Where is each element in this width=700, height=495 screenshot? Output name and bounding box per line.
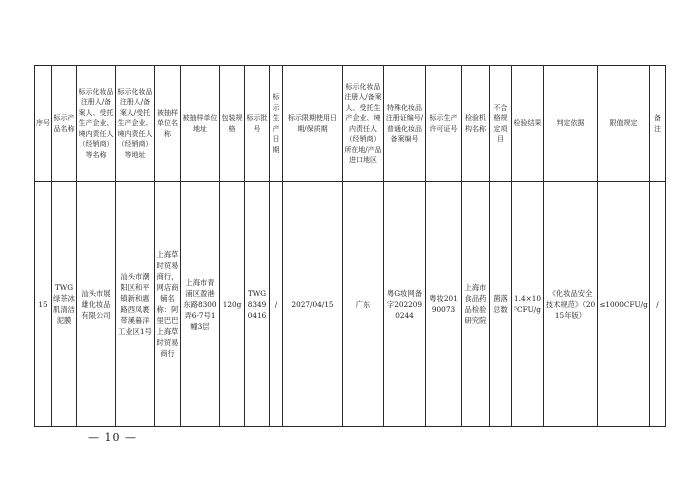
header-cell: 标示生产日期 <box>270 66 283 182</box>
expiry-date-cell: 2027/04/15 <box>283 182 343 427</box>
sampled-unit-address-cell: 上海市青浦区盈港东路8300弄6-7号1幢3层 <box>181 182 220 427</box>
header-cell: 标示产品名称 <box>52 66 77 182</box>
batch-number-cell: TWG83490416 <box>245 182 270 427</box>
origin-region-cell: 广东 <box>343 182 384 427</box>
header-cell: 被抽样单位名称 <box>155 66 181 182</box>
test-result-cell: 1.4×10⁵CFU/g <box>512 182 544 427</box>
header-cell: 特殊化妆品注册证编号/普通化妆品备案编号 <box>384 66 426 182</box>
header-cell: 标示生产许可证号 <box>426 66 462 182</box>
header-cell: 检验机构名称 <box>462 66 490 182</box>
header-cell: 标示批号 <box>245 66 270 182</box>
header-cell: 序号 <box>35 66 52 182</box>
limit-value-cell: ≤1000CFU/g <box>598 182 650 427</box>
header-cell: 判定依据 <box>544 66 598 182</box>
header-cell: 限值规定 <box>598 66 650 182</box>
failed-item-cell: 菌落总数 <box>490 182 512 427</box>
page-number: — 10 — <box>88 431 137 444</box>
registrant-address-cell: 汕头市潮阳区和平镇新和惠路西凤裹带溪暮洋工业区1号 <box>116 182 155 427</box>
license-number-cell: 粤妆20190073 <box>426 182 462 427</box>
header-cell: 包装规格 <box>220 66 245 182</box>
header-cell: 检验结果 <box>512 66 544 182</box>
serial-number-cell: 15 <box>35 182 52 427</box>
production-date-cell: / <box>270 182 283 427</box>
remarks-cell: / <box>650 182 666 427</box>
table-header-row <box>35 66 666 182</box>
inspection-results-table <box>34 65 666 427</box>
sampled-unit-name-cell: 上海草时贸易商行，网店商铺名称：阿里巴巴上海草时贸易商行 <box>155 182 181 427</box>
header-cell: 标示化妆品注册人/备案人、受托生产企业、境内责任人（经销商）等名称 <box>77 66 116 182</box>
table-row <box>35 182 666 427</box>
filing-number-cell: 粤G妆网备字2022090244 <box>384 182 426 427</box>
registrant-name-cell: 汕头市展雄化妆品有限公司 <box>77 182 116 427</box>
inspection-agency-cell: 上海市食品药品检验研究院 <box>462 182 490 427</box>
product-name-cell: TWG绿茶冰肌清洁泥膜 <box>52 182 77 427</box>
header-cell: 被抽样单位地址 <box>181 66 220 182</box>
header-cell: 不合格规定项目 <box>490 66 512 182</box>
header-cell: 标示化妆品注册人/备案人、受托生产企业、境内责任人（经销商）所在地/产品进口地区 <box>343 66 384 182</box>
header-cell: 标示限期使用日期/保质期 <box>283 66 343 182</box>
header-cell: 标示化妆品注册人/备案人/受托生产企业、境内责任人（经销商）等地址 <box>116 66 155 182</box>
judgment-basis-cell: 《化妆品安全技术规范》（2015年版） <box>544 182 598 427</box>
header-cell: 备注 <box>650 66 666 182</box>
package-size-cell: 120g <box>220 182 245 427</box>
